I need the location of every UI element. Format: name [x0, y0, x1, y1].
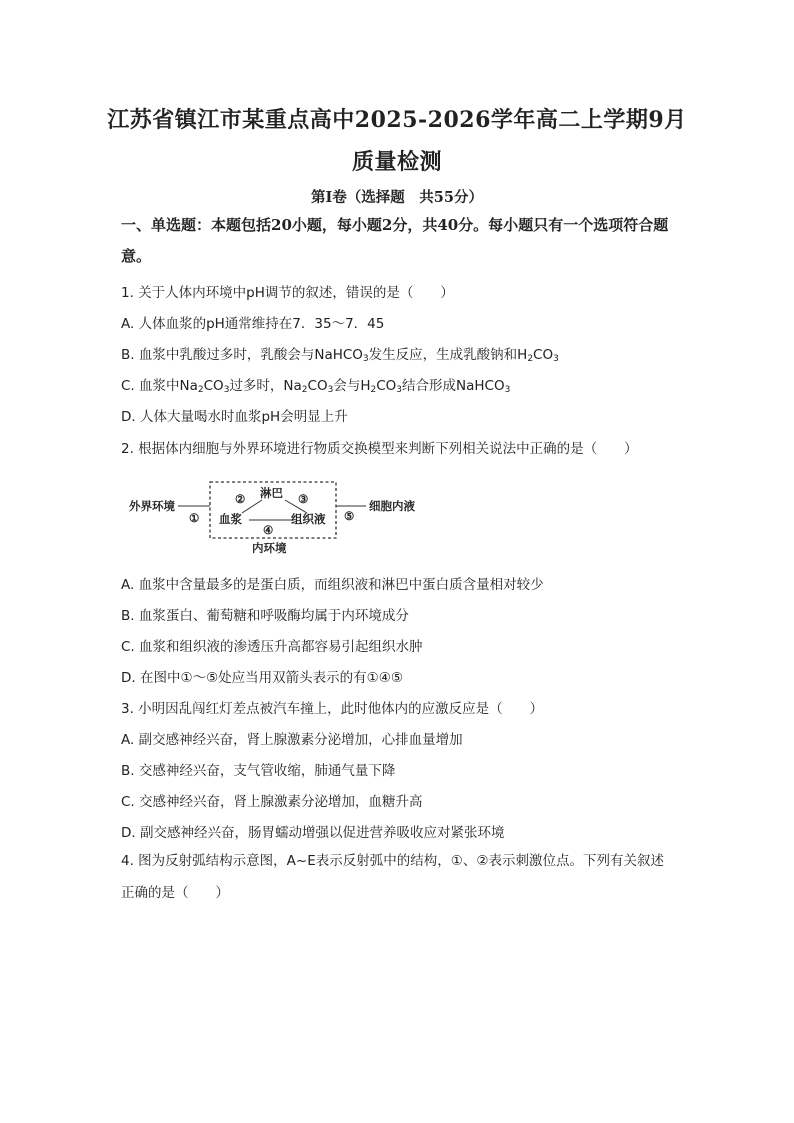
label-internal-environment: 内环境 — [252, 541, 287, 555]
label-outer-environment: 外界环境 — [129, 499, 175, 513]
q4-stem: 4. 图为反射弧结构示意图，A~E表示反射弧中的结构，①、②表示刺激位点。下列有关叙述正确的是（ ） — [121, 853, 664, 901]
q2-option-b: B. 血浆蛋白、葡萄糖和呼吸酶均属于内环境成分 — [121, 608, 409, 624]
internal-environment-diagram — [121, 480, 431, 560]
q2-option-a: A. 血浆中含量最多的是蛋白质，而组织液和淋巴中蛋白质含量相对较少 — [121, 577, 544, 593]
q3-option-a: A. 副交感神经兴奋，肾上腺激素分泌增加，心排血量增加 — [121, 732, 463, 748]
q2-option-c: C. 血浆和组织液的渗透压升高都容易引起组织水肿 — [121, 639, 423, 655]
label-plasma: 血浆 — [219, 512, 242, 526]
q3-option-b: B. 交感神经兴奋，支气管收缩，肺通气量下降 — [121, 763, 396, 779]
q1-option-c: C. 血浆中$Na_2CO_3$过多时，$Na_2CO_3$会与$H_2CO_3$结合形成NaHCO$_3$ — [121, 378, 511, 395]
document-title-line2: 质量检测 — [351, 149, 442, 175]
label-intracellular-fluid: 细胞内液 — [369, 499, 415, 513]
label-lymph: 淋巴 — [260, 486, 283, 500]
document-title-line1: 江苏省镇江市某重点高中2025-2026学年高二上学期9月 — [107, 107, 687, 133]
q3-stem: 3. 小明因乱闯红灯差点被汽车撞上，此时他体内的应激反应是（ ） — [121, 701, 544, 717]
q1-option-a: A. 人体血浆的pH通常维持在7．35～7．45 — [121, 316, 385, 332]
section-header: 一、单选题：本题包括20小题，每小题2分，共40分。每小题只有一个选项符合题意。 — [121, 216, 669, 265]
q3-option-d: D. 副交感神经兴奋，肠胃蠕动增强以促进营养吸收应对紧张环境 — [121, 825, 505, 841]
label-n4: ④ — [263, 523, 274, 537]
q1-option-d: D. 人体大量喝水时血浆pH会明显上升 — [121, 409, 348, 425]
q1-option-b: B. 血浆中乳酸过多时，乳酸会与NaHCO$_3$发生反应，生成乳酸钠和$H_2CO_3$ — [121, 347, 559, 364]
part-subtitle: 第Ⅰ卷（选择题 共55分） — [311, 189, 483, 206]
q2-option-d: D. 在图中①～⑤处应当用双箭头表示的有①④⑤ — [121, 670, 403, 686]
q3-option-c: C. 交感神经兴奋，肾上腺激素分泌增加，血糖升高 — [121, 794, 423, 810]
q1-stem: 1. 关于人体内环境中pH调节的叙述，错误的是（ ） — [121, 285, 454, 301]
label-n3: ③ — [298, 492, 309, 506]
label-n1: ① — [189, 511, 200, 525]
label-n5: ⑤ — [344, 509, 355, 523]
label-tissue-fluid: 组织液 — [291, 512, 326, 526]
q2-stem: 2. 根据体内细胞与外界环境进行物质交换模型来判断下列相关说法中正确的是（ ） — [121, 441, 638, 457]
label-n2: ② — [235, 492, 246, 506]
